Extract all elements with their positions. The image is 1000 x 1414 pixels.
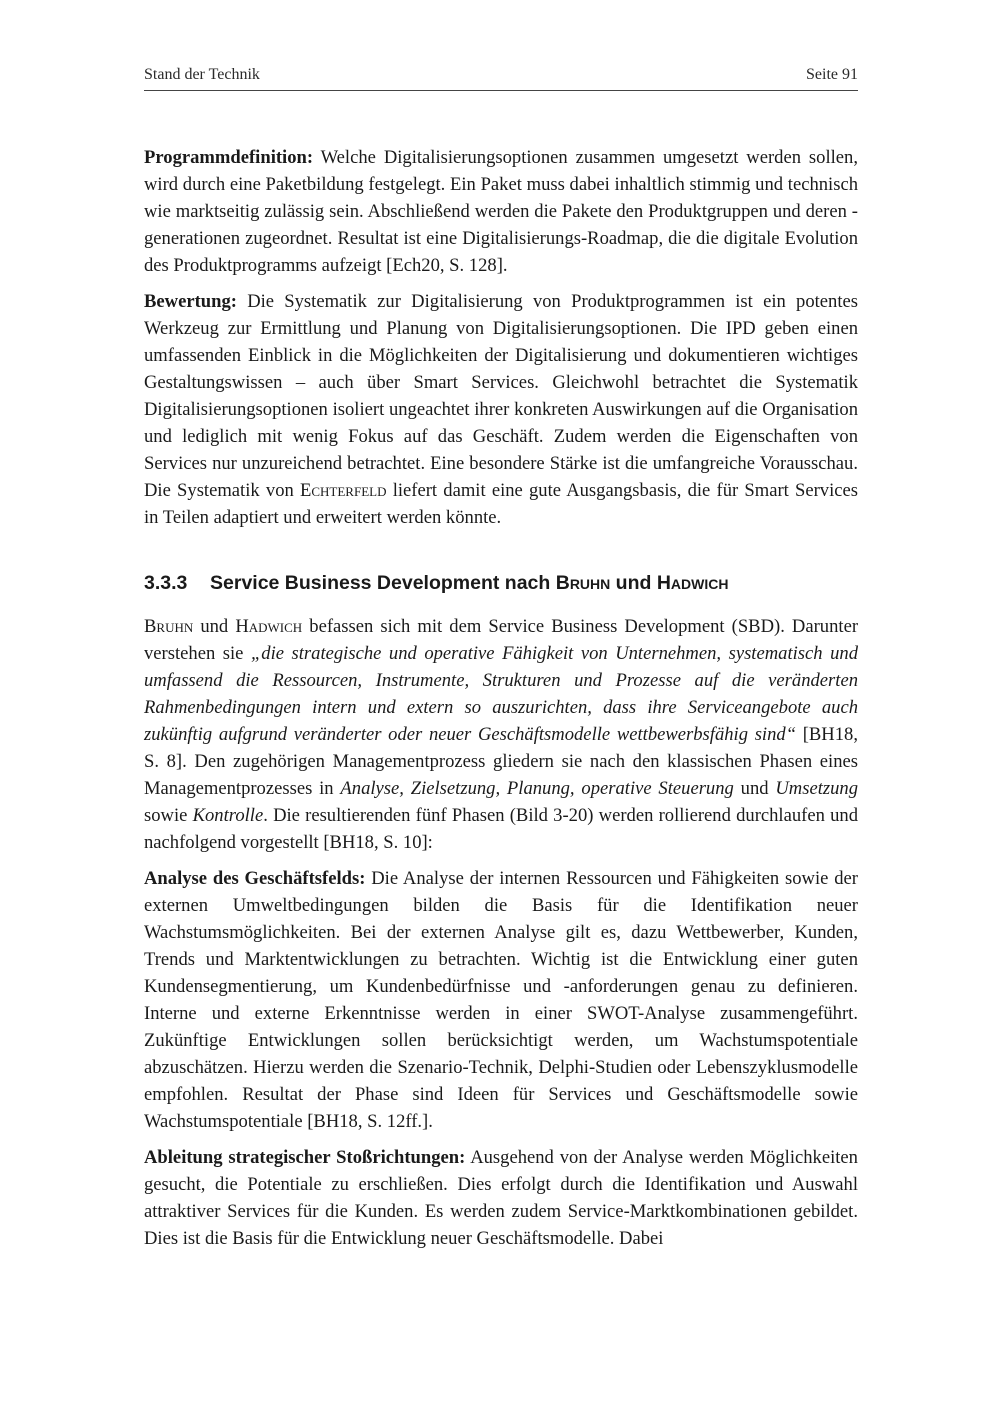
paragraph-text: Die Systematik zur Digitalisierung von Produktprogrammen ist ein potentes Werkzeug zur Ermittlung und Planung von Digitalisierungsoptionen. Die IPD geben einen umfassenden Einblick in die Möglichkeiten der Digitalisierung und dokumentieren wichtiges Gestaltungswissen – auch über Smart Services. Gleichwohl betrachtet die Systematik Digitalisierungsoptionen isoliert ungeachtet ihrer konkreten Auswirkungen auf die Organisation und lediglich mit wenig Fokus auf das Geschäft. Zudem werden die Eigenschaften von Services nur unzureichend betrachtet. Eine besondere Stärke ist die umfangreiche Vorausschau. Die Systematik von <box>144 291 858 501</box>
paragraph-text: Die Analyse der internen Ressourcen und Fähigkeiten sowie der externen Umweltbedingungen bilden die Basis für die Identifikation neuer Wachstumsmöglichkeiten. Bei der externen Analyse gilt es, dazu Wettbewerber, Kunden, Trends und Marktentwicklungen zu betrachten. Wichtig ist die Entwicklung einer guten Kundensegmentierung, um Kundenbedürfnisse und -anforderungen genau zu definieren. Interne und externe Erkenntnisse werden in einer SWOT-Analyse zusammengeführt. Zukünftige Entwicklungen sollen berücksichtigt werden, um Wachstumspotentiale abzuschätzen. Hierzu werden die Szenario-Technik, Delphi-Studien oder Lebenszyklusmodelle empfohlen. Resultat der Phase sind Ideen für Services und Geschäftsmodelle sowie Wachstumspotentiale [BH18, S. 12ff.]. <box>144 868 858 1132</box>
paragraph-text: und <box>733 778 776 799</box>
paragraph-programmdefinition <box>144 144 858 279</box>
section-number: 3.3.3 <box>144 572 188 594</box>
phase-name: Umsetzung <box>775 778 858 799</box>
definition-quote: „die strategische und operative Fähigkeit von Unternehmen, systematisch und umfassend die Ressourcen, Instrumente, Strukturen und Prozesse auf die veränderten Rahmenbedingungen intern und extern so auszurichten, dass ihre Serviceangebote auch zukünftig aufgrund veränderter oder neuer Geschäftsmodelle wettbewerbsfähig sind“ <box>144 643 858 745</box>
author-name: Hadwich <box>235 616 303 637</box>
paragraph-lead: Ableitung strategischer Stoßrichtungen: <box>144 1147 466 1168</box>
paragraph-text: befassen sich mit dem Service Business Development (SBD). Darunter verstehen sie <box>144 616 859 664</box>
paragraph-text: [BH18, S. 8]. Den zugehörigen Managementprozess gliedern sie nach den klassischen Phasen eines Managementprozesses in <box>144 724 858 799</box>
section-title <box>210 571 728 595</box>
paragraph-lead: Bewertung: <box>144 291 237 312</box>
paragraph-lead: Analyse des Geschäftsfelds: <box>144 868 366 889</box>
phase-names: Analyse, Zielsetzung, Planung, operative Steuerung <box>340 778 734 799</box>
paragraph-text: Ausgehend von der Analyse werden Möglichkeiten gesucht, die Potentiale zu erschließen. Dies erfolgt durch die Identifikation und Auswahl attraktiver Services für die Kunden. Es werden zudem Service-Marktkombinationen gebildet. Dies ist die Basis für die Entwicklung neuer Geschäftsmodelle. Dabei <box>144 1147 858 1249</box>
author-name: Bruhn <box>555 572 611 594</box>
paragraph-text: sowie <box>144 805 193 826</box>
running-header <box>144 66 858 91</box>
header-chapter-title: Stand der Technik <box>144 66 260 83</box>
body-text <box>144 144 858 1261</box>
phase-name: Kontrolle <box>192 805 264 826</box>
author-name: Hadwich <box>656 572 729 594</box>
paragraph-analyse <box>144 865 858 1135</box>
paragraph-text: und <box>193 616 236 637</box>
paragraph-lead: Programmdefinition: <box>144 147 314 168</box>
paragraph-text: . Die resultierenden fünf Phasen (Bild 3-20) werden rollierend durchlaufen und nachfolgend vorgestellt [BH18, S. 10]: <box>144 805 858 853</box>
paragraph-text: liefert damit eine gute Ausgangsbasis, die für Smart Services in Teilen adaptiert und erweitert werden könnte. <box>144 480 858 528</box>
header-page-number: Seite 91 <box>806 66 858 83</box>
section-title-text: Service Business Development nach <box>210 572 556 594</box>
section-heading <box>144 571 858 595</box>
paragraph-ableitung <box>144 1144 858 1252</box>
paragraph-bewertung <box>144 288 858 531</box>
author-name: Echterfeld <box>300 480 387 501</box>
section-title-text: und <box>610 572 657 594</box>
author-name: Bruhn <box>144 616 194 637</box>
paragraph-sbd-intro <box>144 613 858 856</box>
paragraph-text: Welche Digitalisierungsoptionen zusammen umgesetzt werden sollen, wird durch eine Paketbildung festgelegt. Ein Paket muss dabei inhaltlich stimmig und technisch wie marktseitig zulässig sein. Abschließend werden die Pakete den Produktgruppen und deren -generationen zugeordnet. Resultat ist eine Digitalisierungs-Roadmap, die die digitale Evolution des Produktprogramms aufzeigt [Ech20, S. 128]. <box>144 147 858 276</box>
